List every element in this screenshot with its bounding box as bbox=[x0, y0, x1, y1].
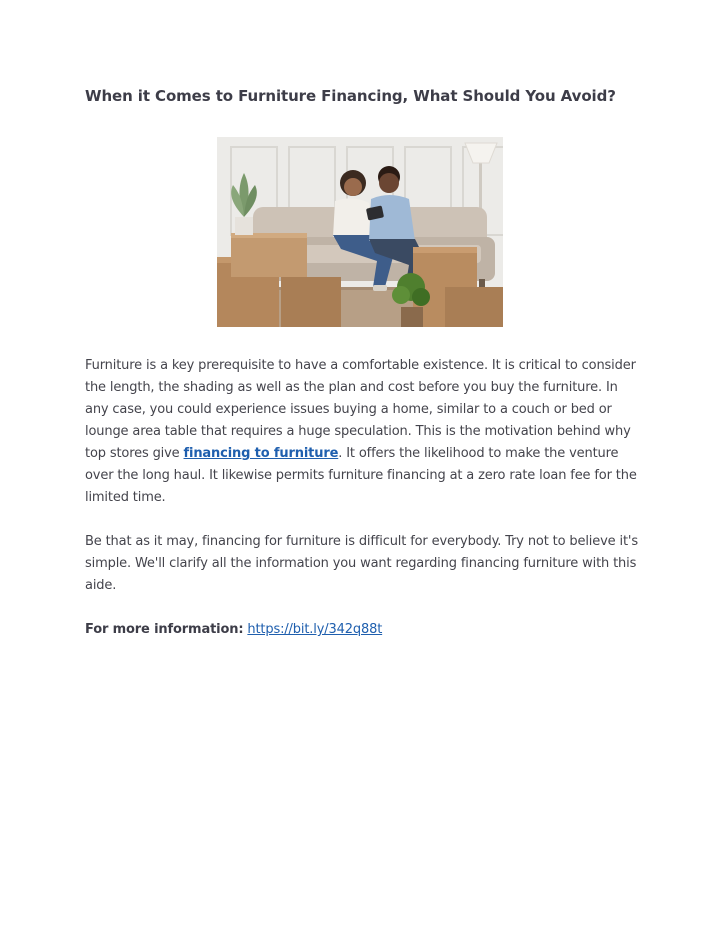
intro-text-before-link: Furniture is a key prerequisite to have a comfortable existence. It is critical to consider the length, the shading as well as the plan and cost before you buy the furniture. In any case, you could experience issues buying a home, similar to a couch or bed or lounge area table that requires a huge speculation. This is the motivation behind why top stores give bbox=[85, 358, 636, 461]
page-title: When it Comes to Furniture Financing, What Should You Avoid? bbox=[85, 87, 616, 105]
more-info-label: For more information: bbox=[85, 622, 244, 637]
document-page bbox=[85, 84, 645, 637]
intro-text-after-link: . It offers the likelihood to make the venture over the long haul. It likewise permits furniture financing at a zero rate loan fee for the limited time. bbox=[85, 446, 637, 505]
financing-to-furniture-link[interactable]: financing to furniture bbox=[183, 446, 339, 461]
couple-on-sofa-photo bbox=[217, 137, 503, 327]
more-info-url-link[interactable]: https://bit.ly/342q88t bbox=[247, 622, 383, 637]
second-paragraph: Be that as it may, financing for furniture is difficult for everybody. Try not to believe it's simple. We'll clarify all the information you want regarding financing furniture with this aide. bbox=[85, 534, 638, 593]
intro-paragraph bbox=[85, 355, 645, 509]
more-info-line bbox=[85, 619, 645, 641]
